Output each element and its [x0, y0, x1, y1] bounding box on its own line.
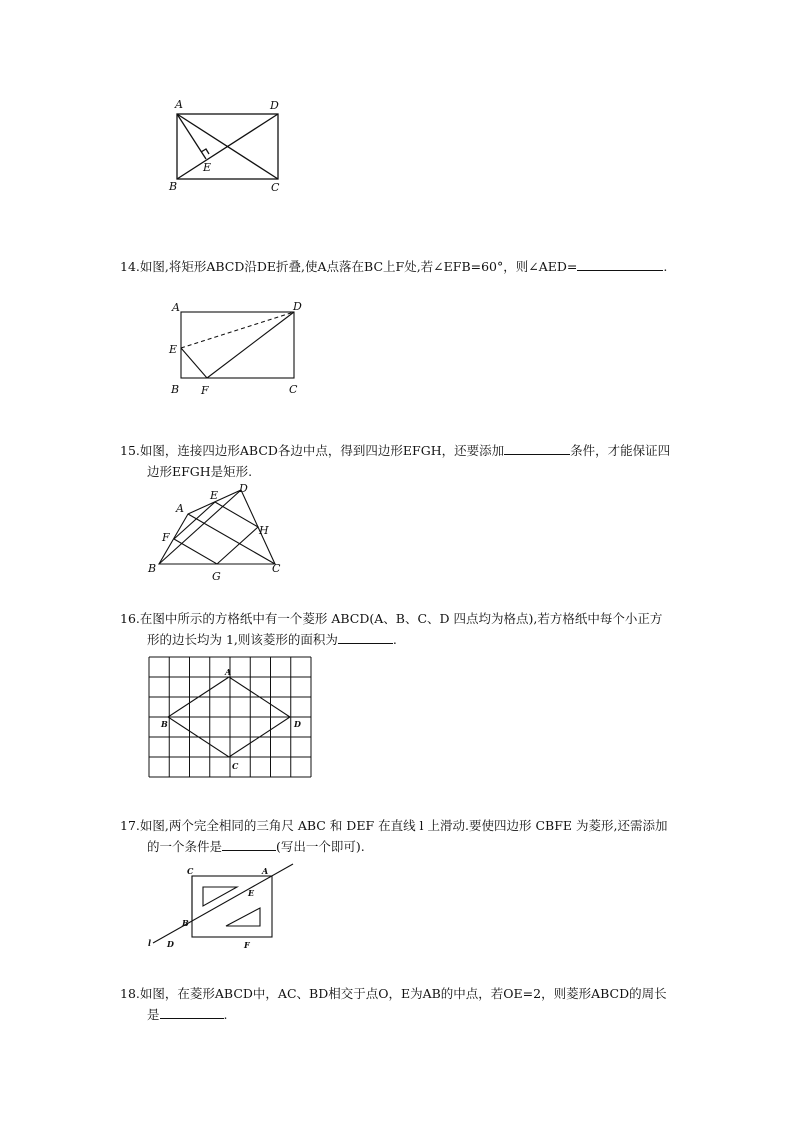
question-text-line2: 边形EFGH是矩形.	[147, 464, 253, 479]
question-text: 如图，连接四边形ABCD各边中点，得到四边形EFGH，还要添加	[139, 443, 505, 458]
question-text-line2: 的一个条件是 (写出一个即可).	[147, 839, 365, 854]
label-B: B	[169, 180, 178, 193]
label-C: C	[272, 562, 281, 575]
label-D: D	[167, 939, 174, 949]
label-B: B	[171, 383, 180, 396]
question-number: 18.	[120, 986, 140, 1001]
question-number: 15.	[120, 443, 140, 458]
label-A: A	[172, 301, 180, 314]
label-B: B	[161, 719, 168, 729]
question-text: 如图,将矩形ABCD沿DE折叠,使A点落在BC上F处,若∠EFB=60°，则∠AED=	[139, 259, 578, 274]
question-15: 15.如图，连接四边形ABCD各边中点，得到四边形EFGH，还要添加 条件，才能保证四 边形EFGH是矩形.	[120, 440, 670, 482]
question-text-line2: 形的边长均为 1,则该菱形的面积为 .	[147, 632, 397, 647]
question-17	[120, 815, 667, 857]
label-F: F	[244, 940, 250, 950]
label-D: D	[239, 482, 248, 495]
label-B: B	[182, 918, 189, 928]
label-E: E	[169, 343, 178, 356]
figure-set-squares	[143, 862, 303, 954]
answer-blank[interactable]	[504, 441, 570, 455]
label-H: H	[259, 524, 269, 537]
question-16	[120, 608, 662, 650]
label-A: A	[175, 98, 183, 111]
question-text: 如图，在菱形ABCD中，AC、BD相交于点O，E为AB的中点，若OE=2，则菱形ABCD的周长	[139, 986, 667, 1001]
figure-folded-rectangle	[165, 298, 310, 398]
label-E: E	[248, 888, 255, 898]
label-F: F	[201, 384, 209, 397]
question-18	[120, 983, 667, 1025]
answer-blank[interactable]	[338, 630, 393, 644]
label-C: C	[187, 866, 194, 876]
answer-blank[interactable]	[160, 1005, 224, 1019]
figure-midpoint-quadrilateral	[145, 480, 285, 585]
label-A: A	[176, 502, 184, 515]
label-A: A	[262, 866, 269, 876]
label-C: C	[232, 761, 239, 771]
label-C: C	[271, 181, 280, 194]
label-l: l	[148, 938, 152, 948]
label-D: D	[270, 99, 279, 112]
label-C: C	[289, 383, 298, 396]
label-G: G	[212, 570, 221, 583]
question-number: 14.	[120, 259, 140, 274]
label-D: D	[293, 300, 302, 313]
answer-blank[interactable]	[577, 257, 663, 271]
label-E: E	[210, 489, 219, 502]
question-number: 16.	[120, 611, 140, 626]
question-text: 如图,两个完全相同的三角尺 ABC 和 DEF 在直线 l 上滑动.要使四边形 CBFE 为菱形,还需添加	[139, 818, 668, 833]
label-A: A	[225, 667, 232, 677]
label-B: B	[148, 562, 157, 575]
question-text-line2: 是 .	[147, 1007, 228, 1022]
question-text: 在图中所示的方格纸中有一个菱形 ABCD(A、B、C、D 四点均为格点),若方格纸中每个小正方	[139, 611, 663, 626]
label-F: F	[162, 531, 170, 544]
question-14: 14.如图,将矩形ABCD沿DE折叠,使A点落在BC上F处,若∠EFB=60°，则∠AED= .	[120, 259, 668, 274]
question-number: 17.	[120, 818, 140, 833]
figure-rectangle-diagonals	[160, 95, 300, 195]
answer-blank[interactable]	[222, 837, 276, 851]
figure-grid-rhombus	[148, 656, 320, 784]
label-D: D	[294, 719, 301, 729]
label-E: E	[203, 161, 212, 174]
